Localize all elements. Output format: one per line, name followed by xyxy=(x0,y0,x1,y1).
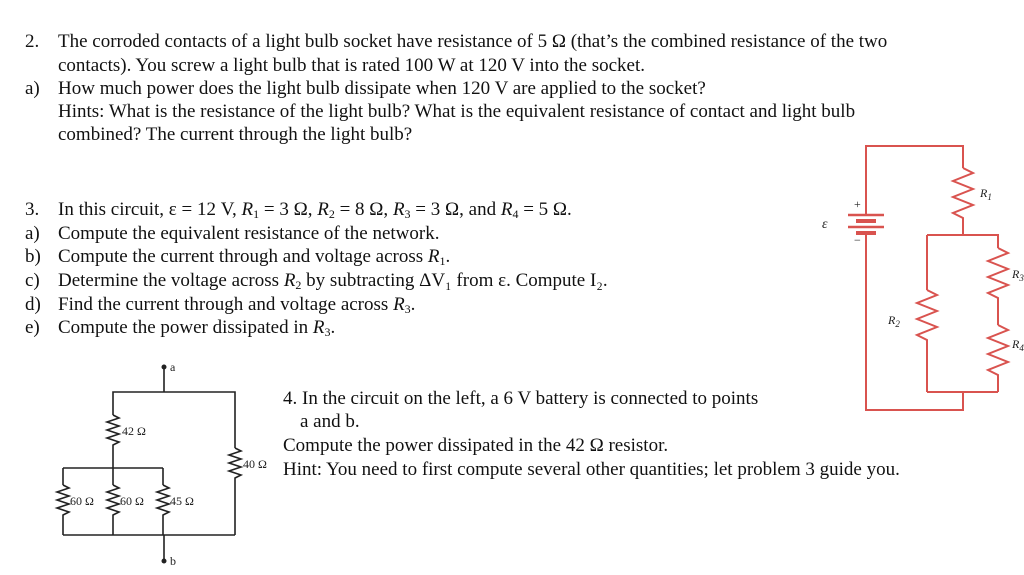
problem-2-number: 2. xyxy=(25,31,40,52)
problem-3c-symbol: R xyxy=(283,270,296,291)
r4-value: = 5 Ω. xyxy=(518,199,572,220)
r2-symbol: R xyxy=(317,199,329,220)
r2-label: $R_2$ xyxy=(888,313,900,329)
problem-4-line-1-text: In the circuit on the left, a 6 V battery is connected to points xyxy=(302,388,759,409)
r4-symbol: R xyxy=(500,199,513,220)
problem-3a-label: a) xyxy=(25,223,40,244)
battery-minus-label: − xyxy=(854,233,861,247)
problem-4-circuit-diagram xyxy=(40,360,280,570)
problem-3c-tail: by subtracting ΔV₁ from ε. Compute I₂. xyxy=(301,270,608,291)
r3-sub: 3 xyxy=(404,207,411,221)
problem-2a-label: a) xyxy=(25,78,40,99)
problem-3-number: 3. xyxy=(25,199,40,220)
problem-3a-text: Compute the equivalent resistance of the network. xyxy=(58,223,440,244)
problem-3d-tail: . xyxy=(410,294,416,315)
r4-label: $R_4$ xyxy=(1012,337,1024,353)
r1-label: $R_1$ xyxy=(980,186,992,202)
problem-3-circuit-diagram xyxy=(800,140,1024,420)
r3-label: $R_3$ xyxy=(1012,267,1024,283)
r40-label: 40 Ω xyxy=(243,457,267,471)
problem-3e-symbol: R xyxy=(312,317,325,338)
problem-3d-text xyxy=(58,294,415,316)
node-b-dot xyxy=(162,559,167,564)
problem-3e-label: e) xyxy=(25,317,40,338)
problem-3c-text xyxy=(58,270,608,292)
problem-4-question: Compute the power dissipated in the 42 Ω resistor. xyxy=(283,435,669,456)
problem-3c-label: c) xyxy=(25,270,40,291)
problem-2-line-1: The corroded contacts of a light bulb socket have resistance of 5 Ω (that’s the combined resistance of the two xyxy=(58,31,888,52)
r1-sub: 1 xyxy=(253,207,260,221)
problem-3-intro-prefix: In this circuit, ε = 12 V, xyxy=(58,199,242,220)
problem-3b-text xyxy=(58,246,450,268)
r60b-label: 60 Ω xyxy=(120,494,144,508)
r1-symbol: R xyxy=(241,199,254,220)
problem-3c-sub: 2 xyxy=(295,278,302,292)
problem-4-hint: Hint: You need to first compute several other quantities; let problem 3 guide you. xyxy=(283,459,900,480)
problem-3e-body: Compute the power dissipated in xyxy=(58,317,313,338)
problem-3b-symbol: R xyxy=(427,246,440,267)
problem-3b-tail: . xyxy=(445,246,451,267)
problem-3d-body: Find the current through and voltage across xyxy=(58,294,394,315)
problem-3b-body: Compute the current through and voltage across xyxy=(58,246,428,267)
problem-3-intro xyxy=(58,199,572,221)
problem-3b-label: b) xyxy=(25,246,41,267)
problem-3d-symbol: R xyxy=(393,294,405,315)
r45-label: 45 Ω xyxy=(170,494,194,508)
problem-3e-tail: . xyxy=(330,317,336,338)
problem-2-line-2: contacts). You screw a light bulb that is rated 100 W at 120 V into the socket. xyxy=(58,55,645,76)
r2-sub: 2 xyxy=(328,207,335,221)
r1-value: = 3 Ω, xyxy=(259,199,318,220)
problem-3c-body: Determine the voltage across xyxy=(58,270,284,291)
node-b-label: b xyxy=(170,554,176,568)
r3-symbol: R xyxy=(392,199,405,220)
r60a-label: 60 Ω xyxy=(70,494,94,508)
r4-sub: 4 xyxy=(512,207,519,221)
battery-plus-label: + xyxy=(854,197,861,211)
emf-label: ε xyxy=(822,217,828,232)
r3-value: = 3 Ω, and xyxy=(410,199,501,220)
problem-4-line-1 xyxy=(283,388,758,410)
problem-4-line-2: a and b. xyxy=(300,411,360,432)
problem-3d-sub: 3 xyxy=(404,302,411,316)
node-a-label: a xyxy=(170,360,176,374)
problem-3e-text xyxy=(58,317,335,339)
node-a-dot xyxy=(162,365,167,370)
problem-3d-label: d) xyxy=(25,294,41,315)
r42-label: 42 Ω xyxy=(122,424,146,438)
problem-4-number: 4. xyxy=(283,388,298,409)
problem-3e-sub: 3 xyxy=(324,325,331,339)
problem-3b-sub: 1 xyxy=(439,254,446,268)
r2-value: = 8 Ω, xyxy=(334,199,393,220)
problem-2a-hint-1: Hints: What is the resistance of the light bulb? What is the equivalent resistance of contact and light bulb xyxy=(58,101,856,122)
problem-2a-line-1: How much power does the light bulb dissipate when 120 V are applied to the socket? xyxy=(58,78,706,99)
problem-2a-hint-2: combined? The current through the light bulb? xyxy=(58,124,413,145)
